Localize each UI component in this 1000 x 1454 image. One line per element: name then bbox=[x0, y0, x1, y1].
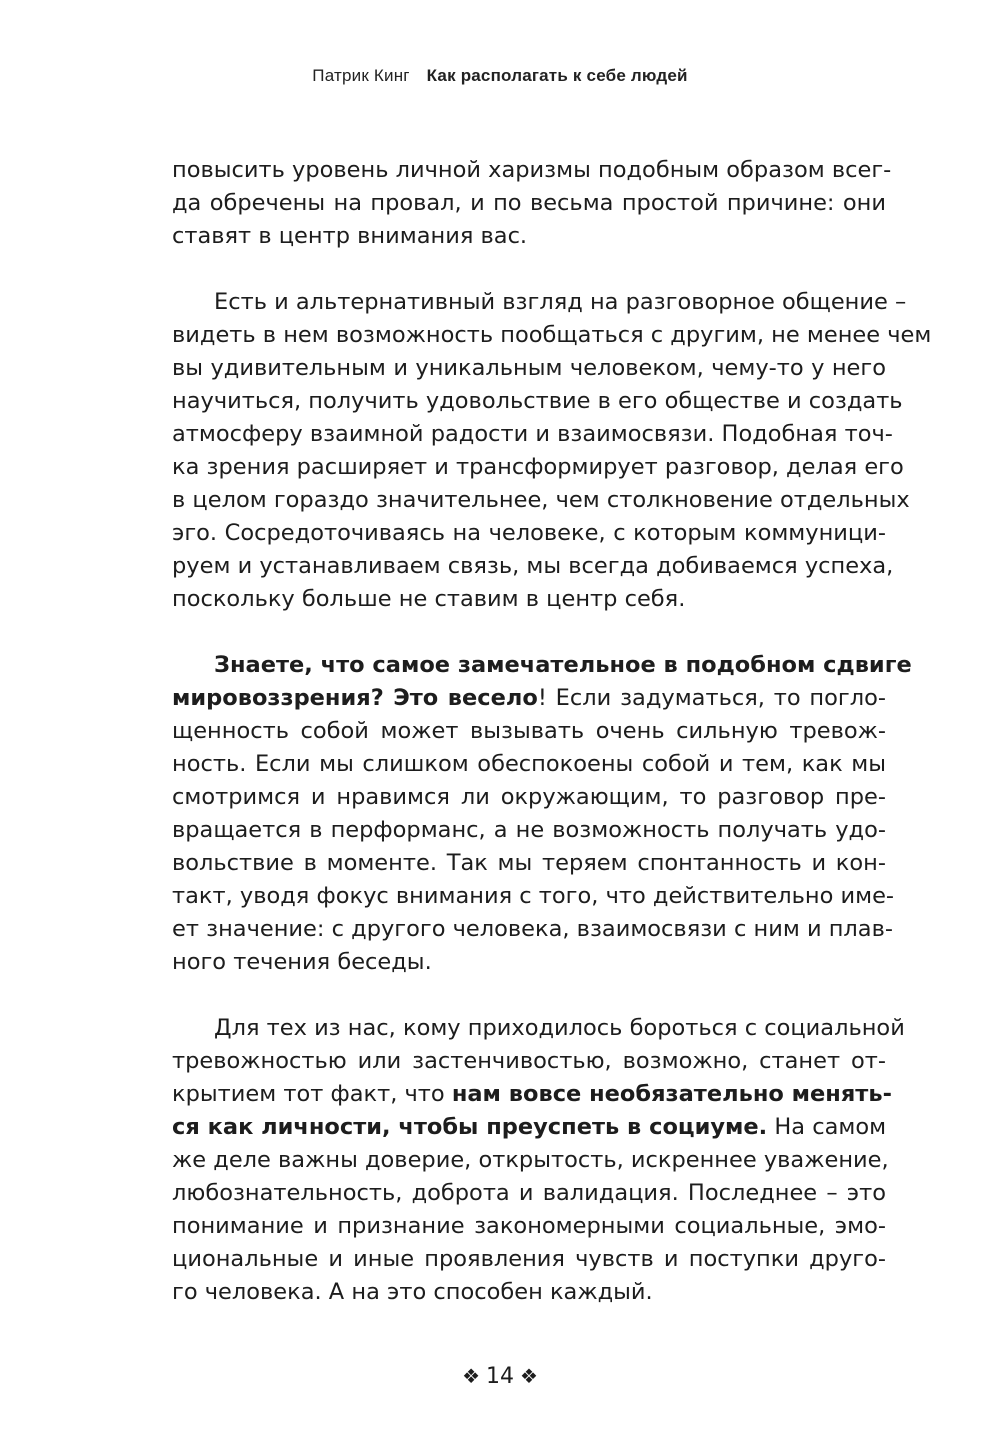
text-line: тревожностью или застенчивостью, возможно, станет от- bbox=[172, 1048, 886, 1074]
bold-text: мировоззрения? Это весело bbox=[172, 685, 538, 711]
text-line bbox=[172, 1078, 892, 1111]
text-line: вольствие в моменте. Так мы теряем спонтанность и кон- bbox=[172, 850, 886, 876]
paragraph-4 bbox=[172, 1012, 905, 1309]
paragraph-2 bbox=[172, 286, 932, 616]
text-line: ет значение: с другого человека, взаимосвязи с ним и плав- bbox=[172, 916, 893, 942]
text-run: На самом bbox=[767, 1114, 887, 1140]
text-line bbox=[172, 682, 886, 715]
text-line bbox=[172, 1111, 886, 1144]
bold-text: нам вовсе необязательно менять- bbox=[451, 1081, 892, 1107]
text-line: ного течения беседы. bbox=[172, 949, 432, 975]
text-line: повысить уровень личной харизмы подобным образом всег- bbox=[172, 157, 892, 183]
page-number: 14 bbox=[486, 1364, 514, 1389]
text-line: ставят в центр внимания вас. bbox=[172, 223, 528, 249]
diamond-ornament-icon: ❖ bbox=[462, 1364, 480, 1388]
text-line: атмосферу взаимной радости и взаимосвязи. Подобная точ- bbox=[172, 421, 893, 447]
text-line: Для тех из нас, кому приходилось бороться с социальной bbox=[214, 1015, 905, 1041]
text-line: поскольку больше не ставим в центр себя. bbox=[172, 586, 686, 612]
paragraph-3 bbox=[172, 649, 912, 979]
text-line: эго. Сосредоточиваясь на человеке, с которым коммуници- bbox=[172, 520, 886, 546]
text-line: в целом гораздо значительнее, чем столкновение отдельных bbox=[172, 487, 910, 513]
bold-text: ся как личности, чтобы преуспеть в социуме. bbox=[172, 1114, 768, 1140]
header-book-title: Как располагать к себе людей bbox=[426, 66, 688, 85]
text-line: го человека. А на это способен каждый. bbox=[172, 1279, 653, 1305]
text-line: да обречены на провал, и по весьма простой причине: они bbox=[172, 190, 886, 216]
diamond-ornament-icon: ❖ bbox=[520, 1364, 538, 1388]
running-head bbox=[0, 66, 1000, 86]
text-run: крытием тот факт, что bbox=[172, 1081, 452, 1107]
text-line: руем и устанавливаем связь, мы всегда добиваемся успеха, bbox=[172, 553, 894, 579]
text-line: любознательность, доброта и валидация. Последнее – это bbox=[172, 1180, 886, 1206]
text-line: циональные и иные проявления чувств и поступки друго- bbox=[172, 1246, 886, 1272]
text-line: щенность собой может вызывать очень сильную тревож- bbox=[172, 718, 886, 744]
text-line: ка зрения расширяет и трансформирует разговор, делая его bbox=[172, 454, 904, 480]
page-footer bbox=[0, 1364, 1000, 1389]
text-line: понимание и признание закономерными социальные, эмо- bbox=[172, 1213, 886, 1239]
text-line: такт, уводя фокус внимания с того, что действительно име- bbox=[172, 883, 895, 909]
text-line: ность. Если мы слишком обеспокоены собой и тем, как мы bbox=[172, 751, 886, 777]
text-line: вращается в перформанс, а не возможность получать удо- bbox=[172, 817, 886, 843]
text-line: Есть и альтернативный взгляд на разговорное общение – bbox=[214, 289, 907, 315]
text-line: вы удивительным и уникальным человеком, чему-то у него bbox=[172, 355, 886, 381]
page-body bbox=[172, 154, 932, 1309]
paragraph-1 bbox=[172, 154, 892, 253]
bold-text: Знаете, что самое замечательное в подобном сдвиге bbox=[214, 652, 912, 678]
text-line: научиться, получить удовольствие в его обществе и создать bbox=[172, 388, 903, 414]
header-author: Патрик Кинг bbox=[312, 66, 410, 85]
text-line: же деле важны доверие, открытость, искреннее уважение, bbox=[172, 1147, 889, 1173]
text-run: ! Если задуматься, то погло- bbox=[537, 685, 886, 711]
text-line bbox=[172, 649, 912, 682]
text-line: смотримся и нравимся ли окружающим, то разговор пре- bbox=[172, 784, 886, 810]
text-line: видеть в нем возможность пообщаться с другим, не менее чем bbox=[172, 322, 932, 348]
